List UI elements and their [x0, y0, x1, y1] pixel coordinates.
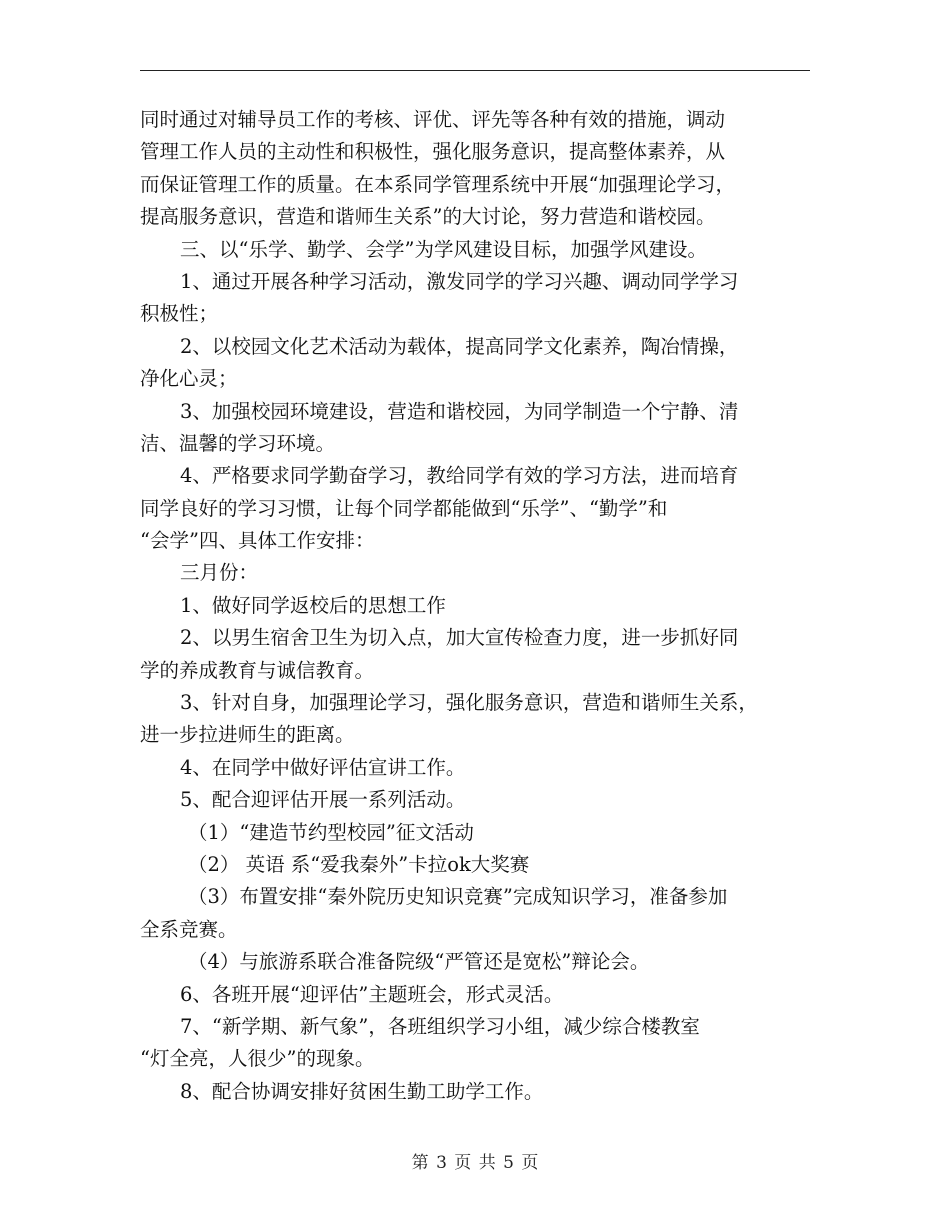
text-line: “会学”四、具体工作安排：	[140, 529, 375, 553]
text-line: 进一步拉进师生的距离。	[140, 723, 355, 747]
text-line: （4）与旅游系联合准备院级“严管还是宽松”辩论会。	[188, 950, 650, 974]
text-line: 8、配合协调安排好贫困生勤工助学工作。	[180, 1079, 544, 1103]
text-line: 而保证管理工作的质量。在本系同学管理系统中开展“加强理论学习，	[140, 172, 735, 196]
text-line: 同学良好的学习习惯，让每个同学都能做到“乐学”、“勤学”和	[140, 496, 668, 520]
document-body	[140, 104, 812, 1108]
page-number: 第 3 页 共 5 页	[411, 1153, 539, 1173]
text-line: 学的养成教育与诚信教育。	[140, 658, 375, 682]
text-line: 3、针对自身，加强理论学习，强化服务意识，营造和谐师生关系，	[180, 691, 758, 715]
text-line: 2、以校园文化艺术活动为载体，提高同学文化素养，陶冶情操，	[180, 334, 739, 358]
text-line: 4、在同学中做好评估宣讲工作。	[180, 755, 466, 779]
text-line: （1）“建造节约型校园”征文活动	[188, 820, 474, 844]
text-line: 4、严格要求同学勤奋学习，教给同学有效的学习方法，进而培育	[180, 464, 739, 488]
text-line: “灯全亮，人很少”的现象。	[140, 1047, 375, 1071]
text-line: 提高服务意识，营造和谐师生关系”的大讨论，努力营造和谐校园。	[140, 205, 716, 229]
text-line: 积极性；	[140, 302, 219, 326]
text-line: 7、“新学期、新气象”，各班组织学习小组，减少综合楼教室	[180, 1014, 700, 1038]
text-line: 3、加强校园环境建设，营造和谐校园，为同学制造一个宁静、清	[180, 399, 739, 423]
text-line: 洁、温馨的学习环境。	[140, 431, 336, 455]
text-line: 净化心灵；	[140, 367, 238, 391]
month-heading: 三月份：	[180, 561, 259, 585]
text-line: 1、做好同学返校后的思想工作	[180, 593, 446, 617]
text-line: 管理工作人员的主动性和积极性，强化服务意识，提高整体素养，从	[140, 140, 726, 164]
text-line: 5、配合迎评估开展一系列活动。	[180, 788, 466, 812]
text-line: 1、通过开展各种学习活动，激发同学的学习兴趣、调动同学学习	[180, 269, 739, 293]
text-line: （2） 英语 系“爱我秦外”卡拉ok大奖赛	[188, 852, 530, 876]
text-line: 6、各班开展“迎评估”主题班会，形式灵活。	[180, 982, 564, 1006]
text-line: 2、以男生宿舍卫生为切入点，加大宣传检查力度，进一步抓好同	[180, 626, 739, 650]
text-line: 同时通过对辅导员工作的考核、评优、评先等各种有效的措施，调动	[140, 108, 726, 131]
section-heading: 三、以“乐学、勤学、会学”为学风建设目标，加强学风建设。	[180, 237, 707, 261]
text-line: （3）布置安排“秦外院历史知识竞赛”完成知识学习，准备参加	[188, 885, 728, 909]
text-line: 全系竞赛。	[140, 917, 238, 941]
header-rule	[140, 70, 810, 71]
